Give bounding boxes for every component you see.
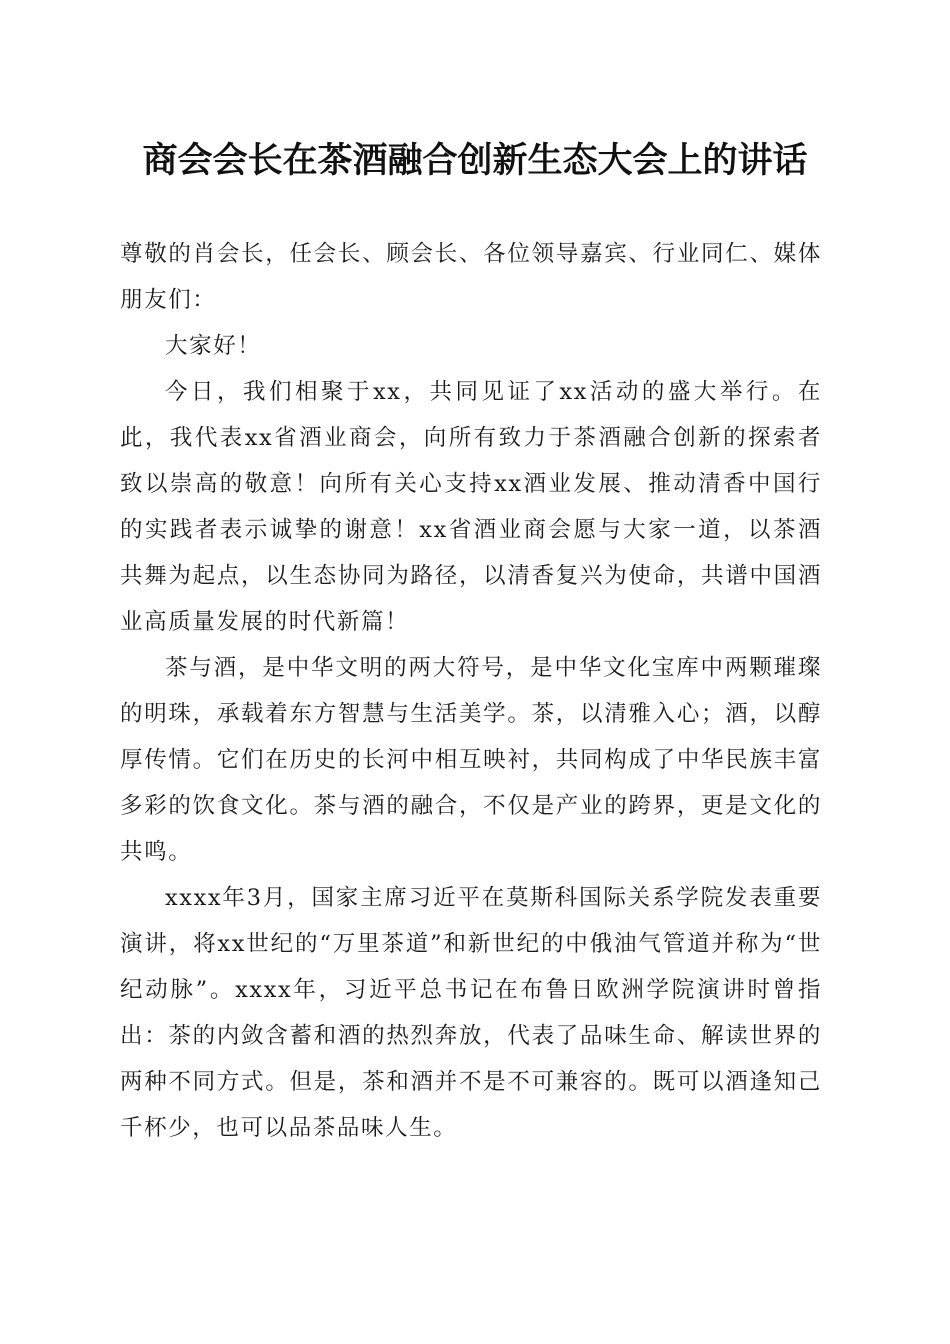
- body-paragraph: 茶与酒，是中华文明的两大符号，是中华文化宝库中两颗璀璨的明珠，承载着东方智慧与生活美学。茶，以清雅入心；酒，以醇厚传情。它们在历史的长河中相互映衬，共同构成了中华民族丰富多彩的饮食文化。茶与酒的融合，不仅是产业的跨界，更是文化的共鸣。: [120, 655, 822, 865]
- document-title: 商会会长在茶酒融合创新生态大会上的讲话: [142, 140, 808, 181]
- greeting-paragraph: 大家好！: [165, 333, 262, 359]
- salutation-paragraph: 尊敬的肖会长，任会长、顾会长、各位领导嘉宾、行业同仁、媒体朋友们：: [120, 241, 822, 313]
- body-paragraph: 今日，我们相聚于xx，共同见证了xx活动的盛大举行。在此，我代表xx省酒业商会，向所有致力于茶酒融合创新的探索者致以崇高的敬意！向所有关心支持xx酒业发展、推动清香中国行的实践者表示诚挚的谢意！xx省酒业商会愿与大家一道，以茶酒共舞为起点，以生态协同为路径，以清香复兴为使命，共谱中国酒业高质量发展的时代新篇！: [120, 379, 822, 635]
- document-body: [120, 231, 822, 1151]
- body-paragraph: xxxx年3月，国家主席习近平在莫斯科国际关系学院发表重要演讲，将xx世纪的“万里茶道”和新世纪的中俄油气管道并称为“世纪动脉”。xxxx年，习近平总书记在布鲁日欧洲学院演讲时曾指出：茶的内敛含蓄和酒的热烈奔放，代表了品味生命、解读世界的两种不同方式。但是，茶和酒并不是不可兼容的。既可以酒逢知己千杯少，也可以品茶品味人生。: [120, 885, 822, 1141]
